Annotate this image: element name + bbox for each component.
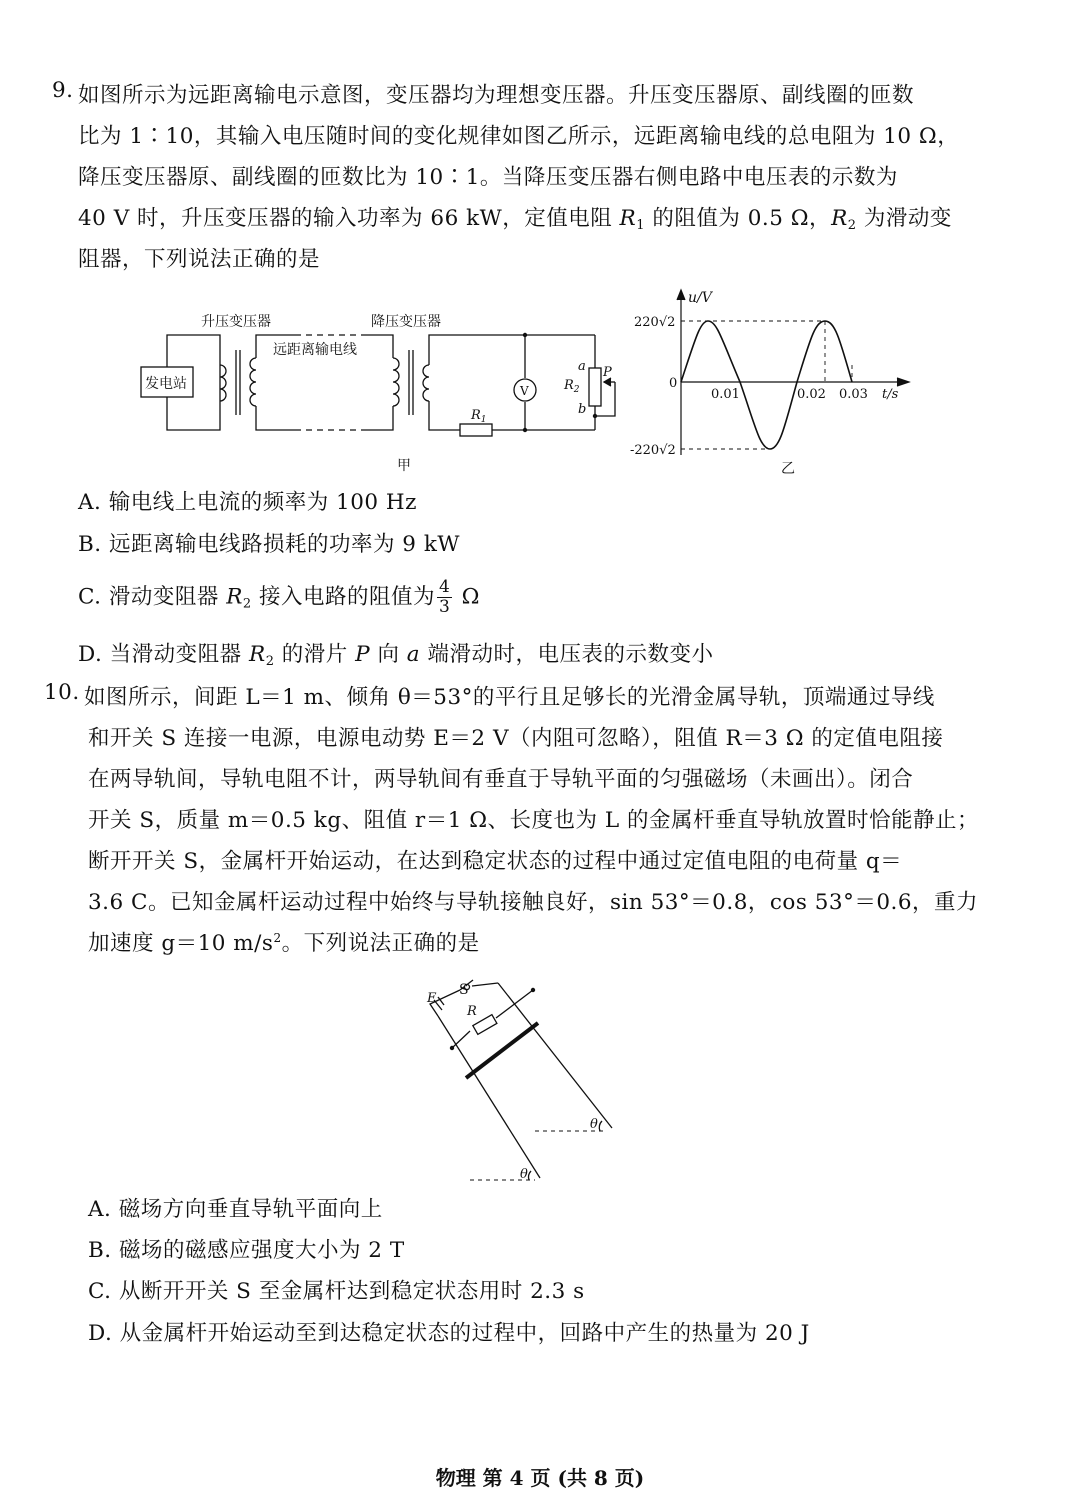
q10-rail-figure xyxy=(420,978,620,1188)
q9-option-d: D. 当滑动变阻器 $R_2$ 的滑片 P 向 a 端滑动时，电压表的示数变小 xyxy=(78,642,714,669)
q10-line6: 3.6 C。已知金属杆运动过程中始终与导轨接触良好，sin 53°＝0.8，cos 53°＝0.6，重力 xyxy=(88,890,979,915)
tick-0.03: 0.03 xyxy=(839,387,868,402)
caption-jia: 甲 xyxy=(397,458,411,474)
tick-ymax: 220√2 xyxy=(634,315,676,330)
voltmeter-label: V xyxy=(520,384,529,398)
label-r1: $R_1$ xyxy=(471,408,487,425)
q10-line7: 加速度 g＝10 $m/s^2$。下列说法正确的是 xyxy=(88,931,480,956)
label-r2: $R_2$ xyxy=(564,378,580,395)
terminal-b: b xyxy=(578,402,587,417)
q9-line5: 阻器，下列说法正确的是 xyxy=(78,247,321,272)
q10-line2: 和开关 S 连接一电源，电源电动势 E＝2 V（内阻可忽略），阻值 R＝3 Ω 的定值电阻接 xyxy=(88,726,944,751)
q9-voltage-graph xyxy=(625,285,915,480)
q10-line5: 断开开关 S，金属杆开始运动，在达到稳定状态的过程中通过定值电阻的电荷量 q＝ xyxy=(88,849,903,874)
label-theta-lower: θ xyxy=(520,1167,528,1182)
label-step-up: 升压变压器 xyxy=(201,314,271,330)
sine-curve xyxy=(681,321,852,449)
q9-line2: 比为 1∶10，其输入电压随时间的变化规律如图乙所示，远距离输电线的总电阻为 10 Ω， xyxy=(78,124,960,149)
tick-0.02: 0.02 xyxy=(797,387,826,402)
label-transmission-line: 远距离输电线 xyxy=(273,342,357,358)
q9-line4: 40 V 时，升压变压器的输入功率为 66 kW，定值电阻 $R_1$ 的阻值为 0.5 Ω，$R_2$ 为滑动变 xyxy=(78,206,952,233)
q10-number: 10. xyxy=(44,680,80,705)
tick-0.01: 0.01 xyxy=(711,387,740,402)
q10-line3: 在两导轨间，导轨电阻不计，两导轨间有垂直于导轨平面的匀强磁场（未画出）。闭合 xyxy=(88,767,914,792)
q10-line1: 如图所示，间距 L＝1 m、倾角 θ＝53°的平行且足够长的光滑金属导轨，顶端通过导线 xyxy=(84,685,935,710)
label-theta-upper: θ xyxy=(590,1117,598,1132)
q10-option-c: C. 从断开开关 S 至金属杆达到稳定状态用时 2.3 s xyxy=(88,1279,585,1304)
label-source-e: E xyxy=(427,991,437,1006)
label-resistor-r: R xyxy=(467,1004,477,1019)
q9-option-a: A. 输电线上电流的频率为 100 Hz xyxy=(78,490,417,515)
label-power-station: 发电站 xyxy=(145,376,187,392)
caption-yi: 乙 xyxy=(781,461,795,477)
page-footer: 物理 第 4 页 (共 8 页) xyxy=(435,1466,645,1490)
label-step-down: 降压变压器 xyxy=(371,314,441,330)
q10-option-b: B. 磁场的磁感应强度大小为 2 T xyxy=(88,1238,405,1263)
q10-line4: 开关 S，质量 m＝0.5 kg、阻值 r＝1 Ω、长度也为 L 的金属杆垂直导轨放置时恰能静止； xyxy=(88,808,980,833)
q10-option-d: D. 从金属杆开始运动至到达稳定状态的过程中，回路中产生的热量为 20 J xyxy=(88,1321,810,1346)
q9-number: 9. xyxy=(52,78,74,103)
axis-label-u: u/V xyxy=(688,290,712,306)
label-switch-s: S xyxy=(459,982,469,998)
tick-ymin: -220√2 xyxy=(630,443,676,458)
q10-option-a: A. 磁场方向垂直导轨平面向上 xyxy=(88,1197,383,1222)
axis-label-t: t/s xyxy=(882,387,899,402)
q9-option-b: B. 远距离输电线路损耗的功率为 9 kW xyxy=(78,532,460,557)
slider-p: P xyxy=(603,365,612,380)
resistor-r1 xyxy=(460,424,492,436)
q9-line3: 降压变压器原、副线圈的匝数比为 10∶1。当降压变压器右侧电路中电压表的示数为 xyxy=(78,165,898,190)
terminal-a: a xyxy=(578,359,586,374)
q9-circuit-figure xyxy=(135,300,625,480)
tick-zero: 0 xyxy=(669,376,678,391)
rheostat-r2 xyxy=(589,368,601,406)
q9-option-c: C. 滑动变阻器 $R_2$ 接入电路的阻值为 $\frac{4}{3}$ Ω xyxy=(78,577,481,617)
q9-line1: 如图所示为远距离输电示意图，变压器均为理想变压器。升压变压器原、副线圈的匝数 xyxy=(78,83,915,108)
